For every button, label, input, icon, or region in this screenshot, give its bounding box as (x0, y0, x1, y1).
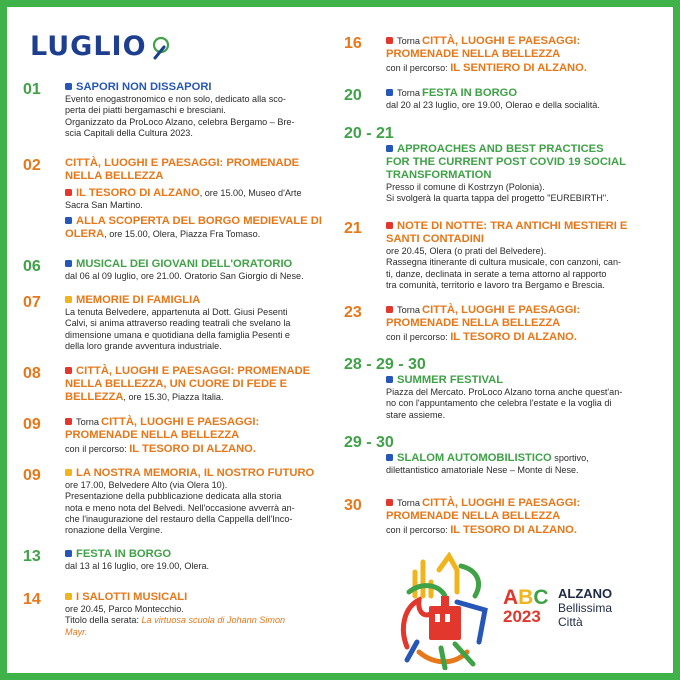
event-description-line: scia Capitali della Cultura 2023. (65, 127, 193, 138)
event-title: LA NOSTRA MEMORIA, IL NOSTRO FUTURO (76, 467, 315, 479)
event-route-name: IL SENTIERO DI ALZANO. (450, 62, 587, 74)
event-description-line: Presentazione della pubblicazione dedicata alla storia (65, 491, 282, 502)
event-description-line: Piazza del Mercato. ProLoco Alzano torna anche quest'an- (386, 387, 623, 397)
event-route-name: IL TESORO DI ALZANO. (450, 331, 577, 343)
event-title: SLALOM AUTOMOBILISTICO (397, 452, 552, 464)
event-description-line: Calvi, si anima attraverso reading teatrali che svelano la (65, 318, 291, 329)
event-description-line: dal 20 al 23 luglio, ore 19.00, Olerao e della socialità. (386, 100, 600, 110)
event-body (386, 87, 664, 111)
logo-city-block (558, 587, 612, 629)
event-show-title: La virtuosa scuola di Johann Simon (141, 615, 286, 626)
event-heading-line (386, 48, 664, 61)
event-heading-line (65, 228, 341, 241)
event-heading (65, 591, 341, 604)
event-inline-text: , ore 15.00, Olera, Piazza Fra Tomaso. (104, 229, 261, 240)
event-title: MUSICAL DEI GIOVANI DELL'ORATORIO (76, 258, 293, 270)
event-title-cont: PROMENADE NELLA BELLEZZA (386, 48, 561, 60)
event-title: I SALOTTI MUSICALI (76, 591, 188, 603)
event-route-name: IL TESORO DI ALZANO. (450, 524, 577, 536)
event-date: 16 (344, 35, 362, 52)
event-route-line (386, 524, 664, 537)
event-heading-line (65, 170, 341, 183)
event-date: 08 (23, 365, 41, 382)
event-body (386, 143, 664, 205)
event-route-line (386, 331, 664, 344)
event-item (386, 374, 664, 421)
event-heading (386, 87, 664, 100)
event-item (65, 591, 341, 638)
event-description-line: ore 17.00, Belvedere Alto (via Olera 10). (65, 480, 228, 490)
logo-year: 2023 (503, 607, 541, 626)
event-heading (65, 548, 341, 561)
event-description-line: Rassegna itinerante di cultura musicale, con canzoni, can- (386, 257, 622, 268)
event-description-line: ronazione della Vergine. (65, 525, 163, 536)
event-description-line: stare assieme. (386, 409, 446, 420)
event-date: 23 (344, 304, 362, 321)
event-prefix: Torna (397, 36, 420, 46)
event-body (386, 35, 664, 75)
color-square-icon (65, 83, 72, 90)
event-heading-line (386, 510, 664, 523)
event-heading (65, 467, 341, 480)
event-description-line: Evento enogastronomico e non solo, dedicato alla sco- (65, 94, 286, 104)
event-body (65, 365, 341, 404)
event-item (386, 220, 664, 291)
event-title: MEMORIE DI FAMIGLIA (76, 294, 201, 306)
event-item (386, 143, 664, 205)
event-date: 06 (23, 258, 41, 275)
color-square-icon (65, 593, 72, 600)
event-description-line: ore 20.45, Parco Montecchio. (65, 604, 184, 614)
event-heading-line (65, 391, 341, 404)
event-title-cont: OLERA (65, 228, 105, 241)
event-description-line: dimensione umana e quotidiana della famiglia Pesenti e (65, 329, 290, 340)
event-description-line: che l'inaugurazione del restauro della Cappella dell'Inco- (65, 513, 293, 524)
event-description-line: dal 06 al 09 luglio, ore 21.00. Oratorio San Giorgio di Nese. (65, 271, 304, 281)
event-description-line: dal 13 al 16 luglio, ore 19.00, Olera. (65, 561, 210, 571)
event-item (386, 497, 664, 537)
color-square-icon (386, 145, 393, 152)
event-description-line: Organizzato da ProLoco Alzano, celebra Bergamo – Bre- (65, 116, 295, 127)
color-square-icon (65, 217, 72, 224)
event-route-label: con il percorso: (386, 63, 448, 73)
event-title-cont: TRANSFORMATION (386, 169, 492, 181)
color-square-icon (65, 296, 72, 303)
event-body (65, 258, 341, 282)
abc-wordmark: ABC (503, 586, 549, 609)
event-inline-text: , ore 15.00, Museo d'Arte (199, 188, 302, 198)
event-item (386, 304, 664, 344)
event-heading (386, 35, 664, 48)
event-description-line: Sacra San Martino. (65, 200, 143, 210)
event-description-line: tra comunità, territorio e lavoro tra Bergamo e Brescia. (386, 279, 605, 290)
event-body (65, 81, 341, 139)
event-description-line: Si svolgerà la quarta tappa del progetto "EUREBIRTH". (386, 193, 609, 204)
event-title: IL TESORO DI ALZANO (76, 187, 200, 199)
event-inline-text: sportivo, (551, 453, 589, 463)
event-route-name: IL TESORO DI ALZANO. (129, 443, 256, 455)
event-title: CITTÀ, LUOGHI E PAESAGGI: (421, 304, 581, 316)
event-date: 13 (23, 548, 41, 565)
event-description-line: Presso il comune di Kostrzyn (Polonia). (386, 182, 545, 192)
color-square-icon (65, 367, 72, 374)
event-title-cont: BELLEZZA (65, 391, 124, 403)
event-date: 09 (23, 467, 41, 484)
event-prefix: Torna (397, 498, 420, 508)
month-title-text: LUGLIO (30, 31, 147, 62)
event-route-line (65, 443, 341, 456)
event-route-label: con il percorso: (386, 525, 448, 535)
event-item (65, 365, 341, 404)
month-title (30, 31, 175, 62)
event-description-line: La tenuta Belvedere, appartenuta al Dott. Giusi Pesenti (65, 307, 288, 317)
color-square-icon (65, 189, 72, 196)
event-heading-line (386, 233, 664, 246)
event-title-cont: NELLA BELLEZZA (65, 170, 164, 182)
event-description-line: ore 20.45, Olera (o prati del Belvedere). (386, 246, 547, 256)
event-title-cont: PROMENADE NELLA BELLEZZA (65, 429, 240, 441)
event-heading (386, 143, 664, 156)
color-square-icon (386, 306, 393, 313)
event-title: FESTA IN BORGO (421, 87, 518, 99)
event-heading (65, 157, 341, 170)
event-heading-line (386, 317, 664, 330)
event-date: 20 - 21 (344, 125, 394, 142)
color-square-icon (386, 376, 393, 383)
event-title: CITTÀ, LUOGHI E PAESAGGI: PROMENADE (76, 365, 311, 377)
event-title: ALLA SCOPERTA DEL BORGO MEDIEVALE DI (76, 215, 322, 228)
event-item (65, 81, 341, 139)
event-heading-line (65, 378, 341, 391)
event-title-cont: FOR THE CURRENT POST COVID 19 SOCIAL (386, 156, 626, 168)
event-description-line: nota e meno nota del Belvedi. Nell'occasione avverrà an- (65, 502, 295, 513)
swirl-icon (149, 34, 175, 60)
color-square-icon (386, 37, 393, 44)
event-item (65, 215, 341, 241)
event-item (65, 294, 341, 352)
event-title: CITTÀ, LUOGHI E PAESAGGI: PROMENADE (65, 157, 300, 169)
event-date: 28 - 29 - 30 (344, 356, 426, 373)
color-square-icon (65, 260, 72, 267)
event-body (386, 497, 664, 537)
event-heading (386, 220, 664, 233)
event-heading (386, 304, 664, 317)
event-prefix: Torna (76, 417, 99, 427)
event-heading (65, 187, 341, 200)
event-title-cont: NELLA BELLEZZA, UN CUORE DI FEDE E (65, 378, 288, 390)
logo-city: ALZANO (558, 586, 613, 601)
event-prefix: Torna (397, 305, 420, 315)
event-show-title-cont: Mayr. (65, 626, 88, 637)
event-item (65, 258, 341, 282)
event-item (65, 416, 341, 456)
event-item (386, 452, 664, 476)
event-description-line (65, 615, 341, 626)
event-description-line: della loro grande avventura industriale. (65, 340, 222, 351)
event-body (65, 416, 341, 456)
event-title-cont: PROMENADE NELLA BELLEZZA (386, 317, 561, 329)
event-heading (65, 365, 341, 378)
poster-frame (7, 7, 673, 673)
event-title: APPROACHES AND BEST PRACTICES (397, 143, 604, 155)
event-description-line: ti, danze, declinata in serate a tema attorno al rapporto (386, 268, 607, 279)
color-square-icon (65, 550, 72, 557)
event-description-line: perta dei piatti bergamaschi e bresciani. (65, 105, 226, 116)
event-prefix: Torna (397, 88, 420, 98)
event-heading (65, 416, 341, 429)
event-body (386, 220, 664, 291)
event-body (65, 467, 341, 536)
event-title-cont: PROMENADE NELLA BELLEZZA (386, 510, 561, 522)
color-square-icon (65, 418, 72, 425)
event-body (65, 157, 341, 241)
event-title: CITTÀ, LUOGHI E PAESAGGI: (421, 35, 581, 47)
event-title: NOTE DI NOTTE: TRA ANTICHI MESTIERI E (397, 220, 628, 232)
event-body (65, 294, 341, 352)
event-heading-line (386, 156, 664, 169)
event-route-label: con il percorso: (386, 332, 448, 342)
event-item (386, 87, 664, 111)
event-body (386, 374, 664, 421)
event-body (386, 304, 664, 344)
event-date: 09 (23, 416, 41, 433)
event-title: FESTA IN BORGO (76, 548, 172, 560)
event-body (65, 548, 341, 572)
event-date: 14 (23, 591, 41, 608)
event-description-line: dilettantistico amatoriale Nese – Monte di Nese. (386, 465, 579, 475)
event-date: 01 (23, 81, 41, 98)
event-heading-line (386, 169, 664, 182)
event-title: CITTÀ, LUOGHI E PAESAGGI: (100, 416, 260, 428)
event-body (386, 452, 664, 476)
event-date: 02 (23, 157, 41, 174)
abc-logo-text (503, 586, 613, 629)
event-heading (386, 374, 664, 387)
color-square-icon (386, 222, 393, 229)
event-body (65, 591, 341, 638)
event-heading (65, 215, 341, 228)
event-description-line: no con l'appuntamento che celebra l'estate e la voglia di (386, 398, 612, 409)
color-square-icon (386, 454, 393, 461)
event-date: 21 (344, 220, 362, 237)
event-item (65, 157, 341, 183)
event-title-cont: SANTI CONTADINI (386, 233, 484, 245)
event-heading (65, 258, 341, 271)
event-title: CITTÀ, LUOGHI E PAESAGGI: (421, 497, 581, 509)
event-heading (386, 452, 664, 465)
event-item (65, 187, 341, 211)
color-square-icon (386, 499, 393, 506)
event-date: 20 (344, 87, 362, 104)
event-inline-text: , ore 15.30, Piazza Italia. (123, 392, 224, 402)
event-heading (386, 497, 664, 510)
event-heading (65, 294, 341, 307)
color-square-icon (386, 89, 393, 96)
event-route-line (386, 62, 664, 75)
event-date: 29 - 30 (344, 434, 394, 451)
abc-logo-graphic (397, 552, 497, 675)
event-title: SAPORI NON DISSAPORI (76, 81, 212, 93)
event-title: SUMMER FESTIVAL (397, 374, 504, 386)
event-heading (65, 81, 341, 94)
event-date: 07 (23, 294, 41, 311)
event-item (65, 548, 341, 572)
event-item (386, 35, 664, 75)
event-item (65, 467, 341, 536)
logo-tagline-1: Bellissima (558, 601, 613, 615)
event-route-label: con il percorso: (65, 444, 127, 454)
logo-tagline-2: Città (558, 615, 583, 629)
color-square-icon (65, 469, 72, 476)
event-date: 30 (344, 497, 362, 514)
event-heading-line (65, 429, 341, 442)
event-title-label: Titolo della serata: (65, 615, 139, 626)
